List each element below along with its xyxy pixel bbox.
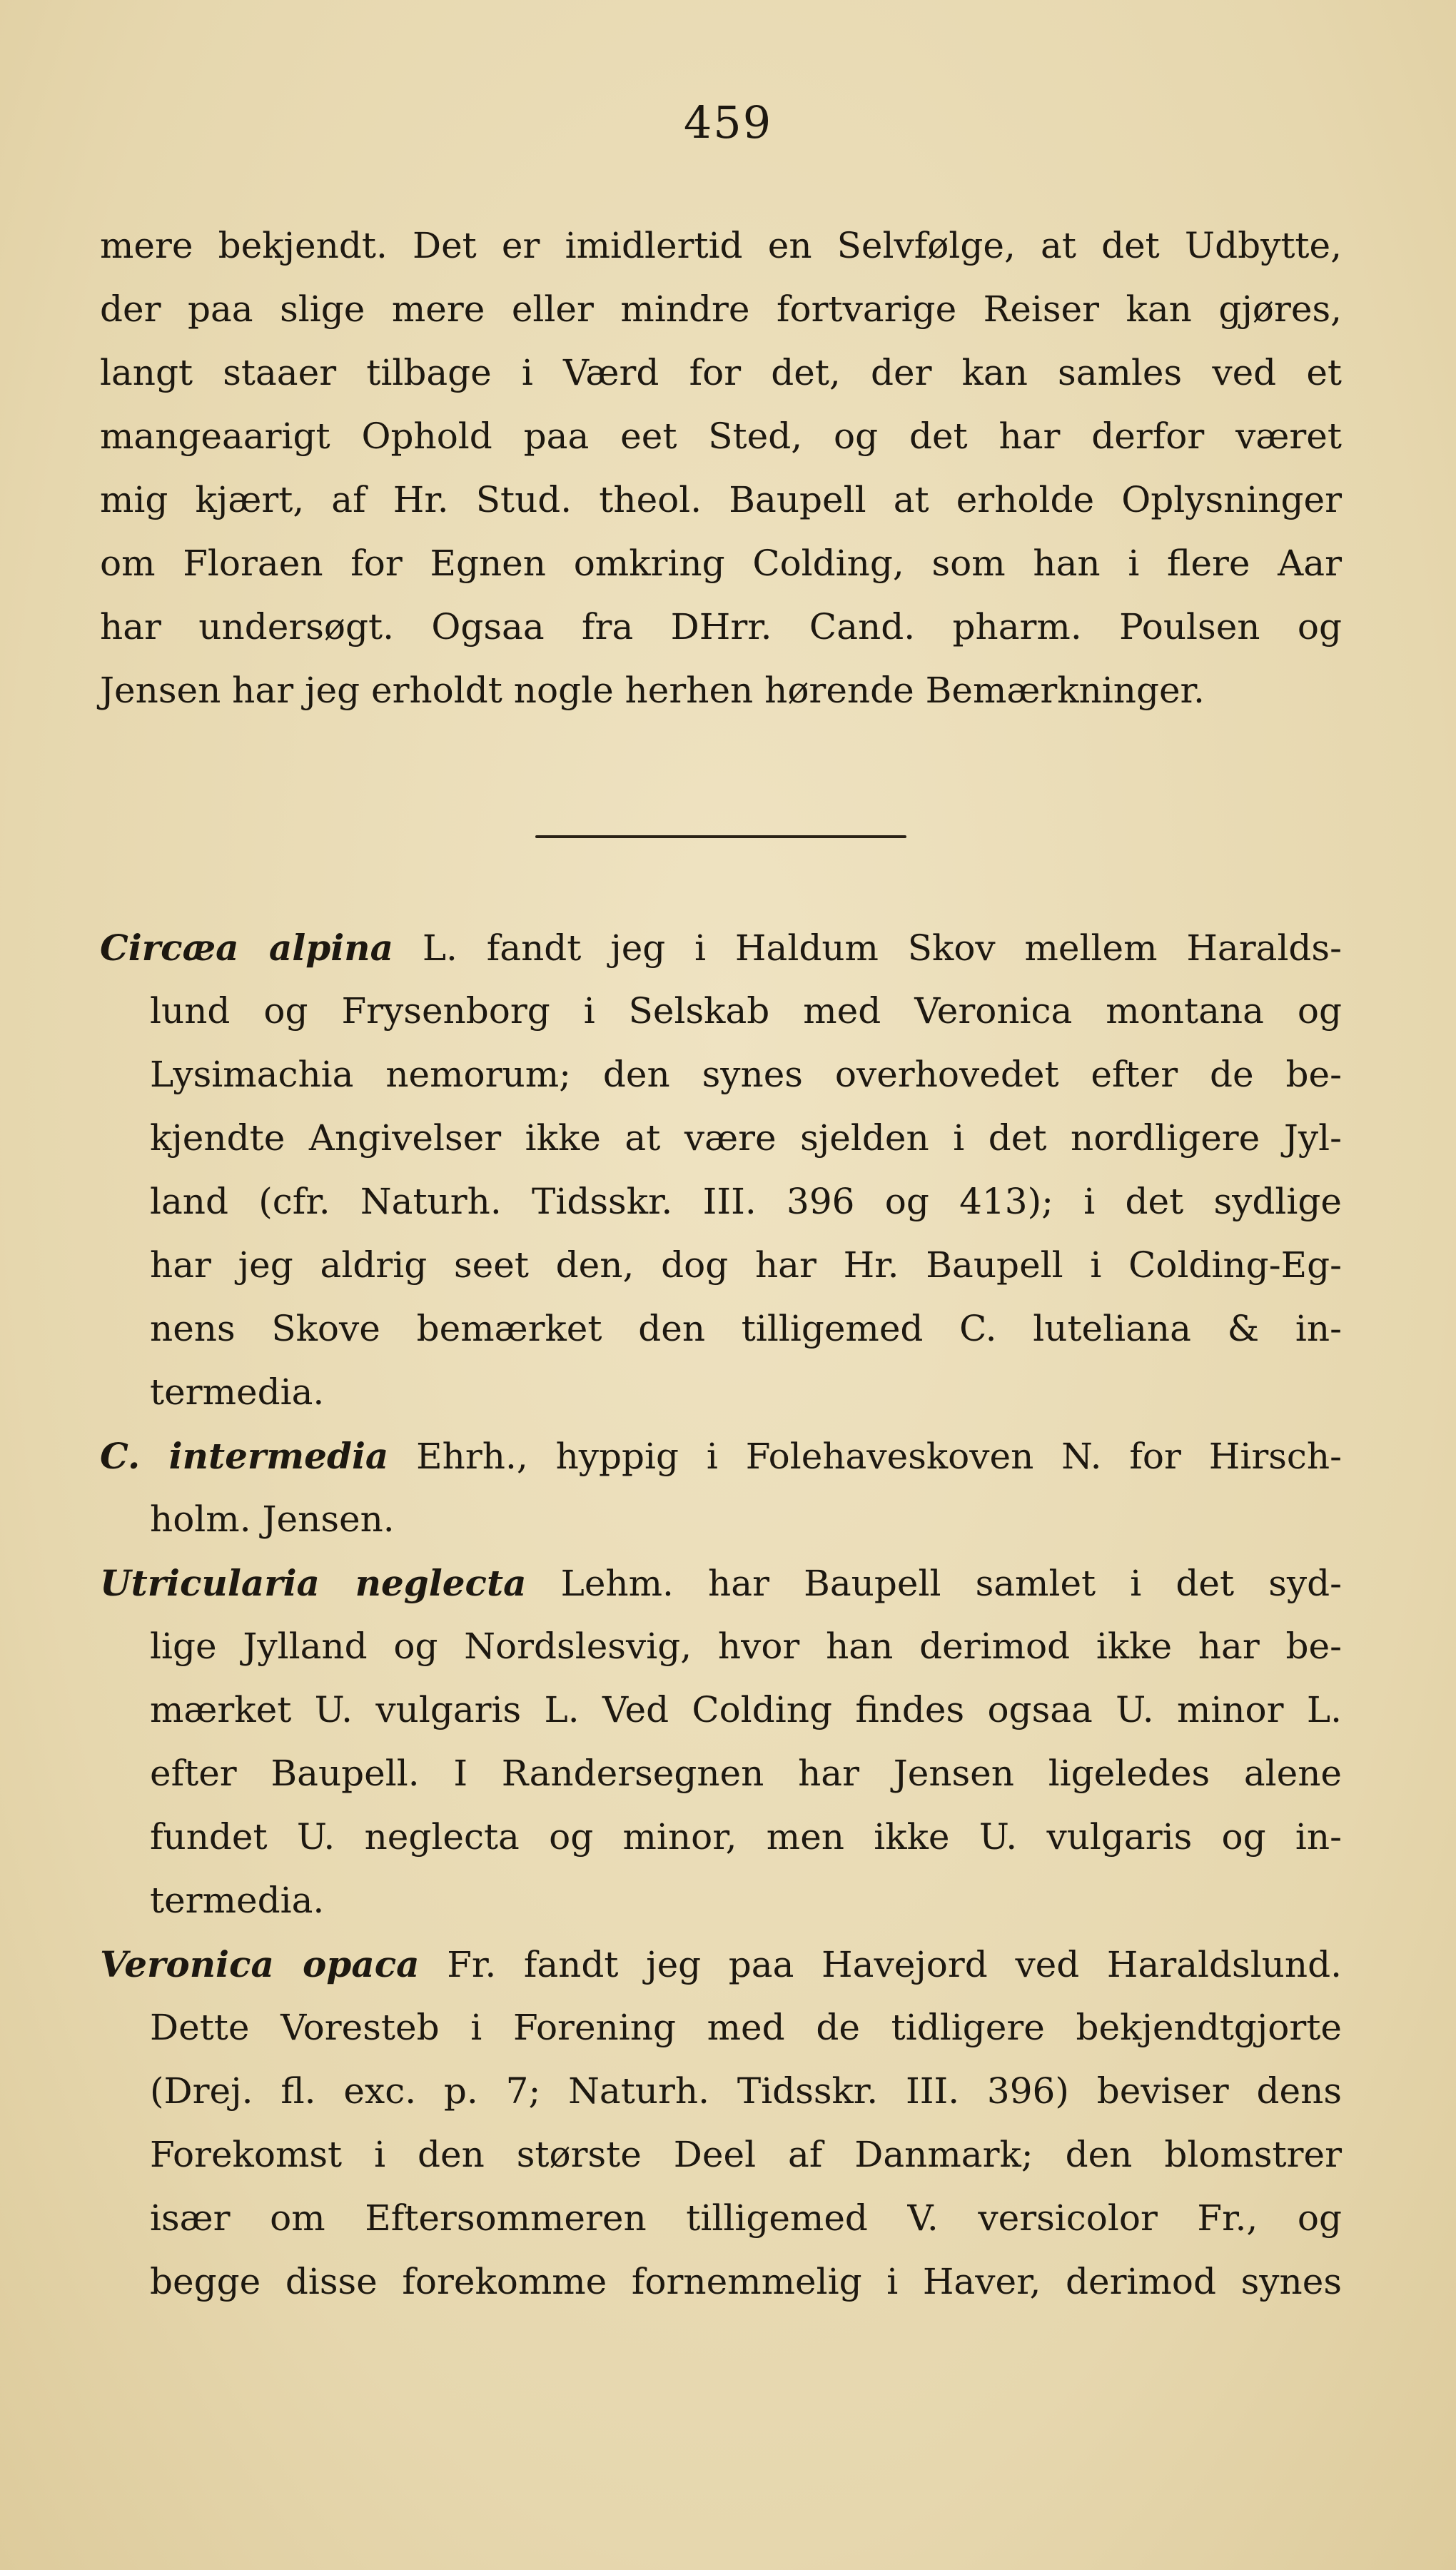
text-line: begge disse forekomme fornemmelig i Haver, derimod synes [150,2261,1342,2302]
text-line: især om Eftersommeren tilligemed V. versicolor Fr., og [150,2197,1342,2239]
entry-first-line [100,1932,1342,1996]
text-line: mig kjært, af Hr. Stud. theol. Baupell at erholde Oplysninger [100,479,1342,520]
text-line: efter Baupell. I Randersegnen har Jensen ligeledes alene [150,1753,1342,1794]
text-line: mangeaarigt Ophold paa eet Sted, og det har derfor været [100,415,1342,457]
entry-first-line [100,1551,1342,1615]
text-line: om Floraen for Egnen omkring Colding, som han i flere Aar [100,543,1342,584]
species-entry-circaea-intermedia [100,1424,1342,1551]
text-line: mere bekjendt. Det er imidlertid en Selvfølge, at det Udbytte, [100,225,1342,266]
text-line: (Drej. fl. exc. p. 7; Naturh. Tidsskr. III. 396) beviser dens [150,2070,1342,2112]
text-line: Forekomst i den største Deel af Danmark; den blomstrer [150,2134,1342,2175]
species-entry-utricularia-neglecta [100,1551,1342,1932]
text-line: Lysimachia nemorum; den synes overhovedet efter de be- [150,1054,1342,1095]
species-name: C. intermedia [100,1435,389,1477]
species-entry-circaea-alpina [100,916,1342,1424]
species-entry-veronica-opaca [100,1932,1342,2314]
species-name: Circæa alpina [100,927,393,969]
text-line: langt staaer tilbage i Værd for det, der kan samles ved et [100,352,1342,393]
text-line: termedia. [150,1880,325,1921]
entry-first-line [100,1424,1342,1488]
text-line: land (cfr. Naturh. Tidsskr. III. 396 og 413); i det sydlige [150,1181,1342,1222]
entry-text: L. fandt jeg i Haldum Skov mellem Haralds- [422,927,1342,969]
text-line: har undersøgt. Ogsaa fra DHrr. Cand. pharm. Poulsen og [100,606,1342,647]
section-divider [535,835,906,838]
text-line: fundet U. neglecta og minor, men ikke U. vulgaris og in- [150,1816,1342,1858]
entry-first-line [100,916,1342,979]
text-line: har jeg aldrig seet den, dog har Hr. Baupell i Colding-Eg- [150,1244,1342,1286]
species-name: Utricularia neglecta [100,1562,527,1604]
text-line: termedia. [150,1371,325,1413]
text-line: holm. Jensen. [150,1498,395,1540]
text-line: kjendte Angivelser ikke at være sjelden i det nordligere Jyl- [150,1117,1342,1159]
entry-text: Ehrh., hyppig i Folehaveskoven N. for Hirsch- [416,1436,1342,1477]
text-line: Dette Voresteb i Forening med de tidligere bekjendtgjorte [150,2007,1342,2048]
text-line: mærket U. vulgaris L. Ved Colding findes ogsaa U. minor L. [150,1689,1342,1730]
intro-paragraph [100,214,1342,722]
entry-text: Fr. fandt jeg paa Havejord ved Haraldslund. [447,1944,1342,1985]
text-line: lund og Frysenborg i Selskab med Veronica montana og [150,990,1342,1032]
text-line: der paa slige mere eller mindre fortvarige Reiser kan gjøres, [100,288,1342,330]
page-number: 459 [683,96,773,148]
entry-text: Lehm. har Baupell samlet i det syd- [560,1563,1343,1604]
text-line: nens Skove bemærket den tilligemed C. luteliana & in- [150,1308,1342,1349]
text-line: lige Jylland og Nordslesvig, hvor han derimod ikke har be- [150,1626,1342,1667]
species-entries [100,916,1342,2314]
text-line: Jensen har jeg erholdt nogle herhen hørende Bemærkninger. [100,670,1205,711]
species-name: Veronica opaca [100,1943,420,1985]
